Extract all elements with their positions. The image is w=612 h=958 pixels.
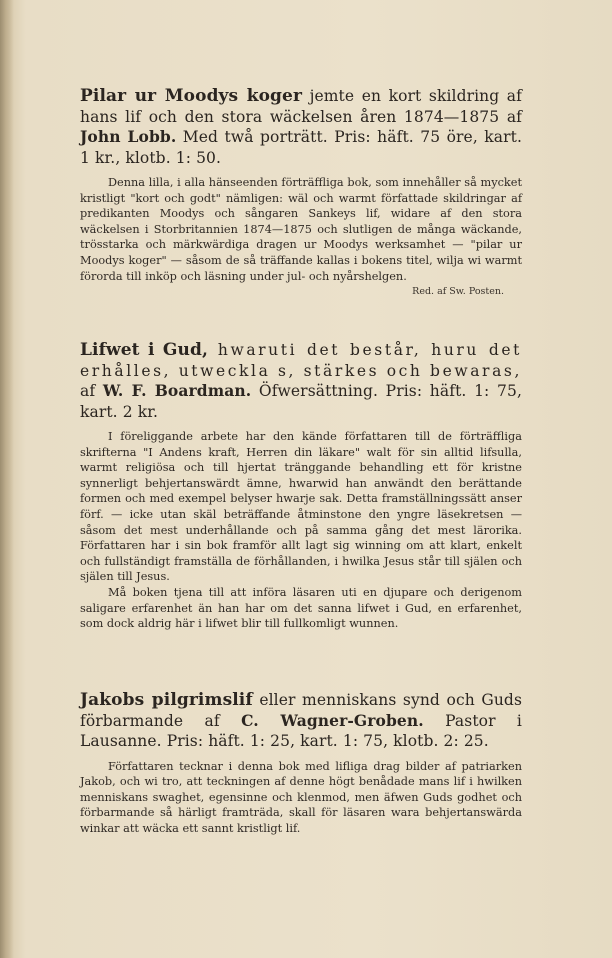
entry-text: eller menniskans synd och Guds förbarmande af: [80, 691, 522, 730]
review-paragraph: I föreliggande arbete har den kände författaren till de förträffliga skrifterna "I Andens kraft, Herren din läkare" walt för sin alltid lifsulla, warmt religiösa och till hjertat tränggande behandling ett för kristne synnerligt behjertanswärdt ämne, hwarwid han anwändt den berättande formen och med exempel belyser hwarje sak. Detta framställningssätt anser förf. — icke utan skäl beträffande åtminstone den yngre läsekretsen — såsom det mest underhållande och på samma gång det mest lärorika. Författaren har i sin bok framför allt lagt sig winning om att klart, enkelt och fullständigt framställa de förhållanden, i hwilka Jesus står till själen och själen till Jesus.: [80, 430, 522, 584]
book-author: John Lobb.: [80, 127, 177, 146]
review-paragraph: Författaren tecknar i denna bok med lifliga drag bilder af patriarken Jakob, och wi tro, att teckningen af denne högt benådade mans lif i hwilken menniskans swaghet, egensinne och klenmod, men äfwen Guds godhet och förbarmande så härligt framträda, skall för läsaren wara behjertanswärda winkar att wäcka ett sannt kristligt lif.: [80, 759, 522, 835]
entry-heading: [80, 340, 522, 422]
book-author: W. F. Boardman.: [102, 381, 252, 400]
page-gutter-shadow: [0, 0, 14, 958]
entry-text: jemte en kort skildring af hans lif och den stora wäckelsen åren 1874—1875 af: [80, 87, 522, 126]
book-title: Lifwet i Gud,: [80, 340, 208, 360]
book-subtitle: hwaruti det består, huru det erhålles, utweckla s, stärkes och bewaras,: [80, 341, 522, 380]
entry-heading: [80, 86, 522, 168]
entry-details: Med twå porträtt. Pris: häft. 75 öre, kart. 1 kr., klotb. 1: 50.: [80, 128, 523, 167]
entry-heading: [80, 690, 522, 752]
review-signature: Red. af Sw. Posten.: [412, 286, 504, 298]
book-entry-jakobs: [80, 690, 522, 836]
book-title: Pilar ur Moodys koger: [80, 86, 303, 106]
book-author: C. Wagner-Groben.: [241, 710, 424, 730]
entry-details: Pastor i Lausanne. Pris: häft. 1: 25, kart. 1: 75, klotb. 2: 25.: [80, 711, 522, 750]
book-title: Jakobs pilgrimslif: [80, 690, 253, 710]
entry-text: af: [80, 382, 103, 400]
book-entry-pilar: [80, 86, 522, 298]
book-entry-lifwet: [80, 340, 522, 632]
entry-details: Öfwersättning. Pris: häft. 1: 75, kart. 2 kr.: [80, 382, 522, 421]
review-paragraph: Må boken tjena till att införa läsaren uti en djupare och derigenom saligare erfarenhet än han har om det sanna lifwet i Gud, en erfarenhet, som dock aldrig här i lifwet blir till fullkomligt wunnen.: [80, 585, 522, 631]
review-paragraph: Denna lilla, i alla hänseenden förträffliga bok, som innehåller så mycket kristligt "kort och godt" nämligen: wäl och warmt författade skildringar af predikanten Moodys och sångaren Sankeys lif, widare af den stora wäckelsen i Storbritannien 1874—1875 och slutligen de många wäckande, trösstarka och märkwärdiga dragen ur Moodys werksamhet — "pilar ur Moodys koger" — såsom de så träffande kallas i bokens titel, wilja wi warmt förorda till inköp och läsning under jul- och nyårshelgen.: [80, 176, 522, 283]
